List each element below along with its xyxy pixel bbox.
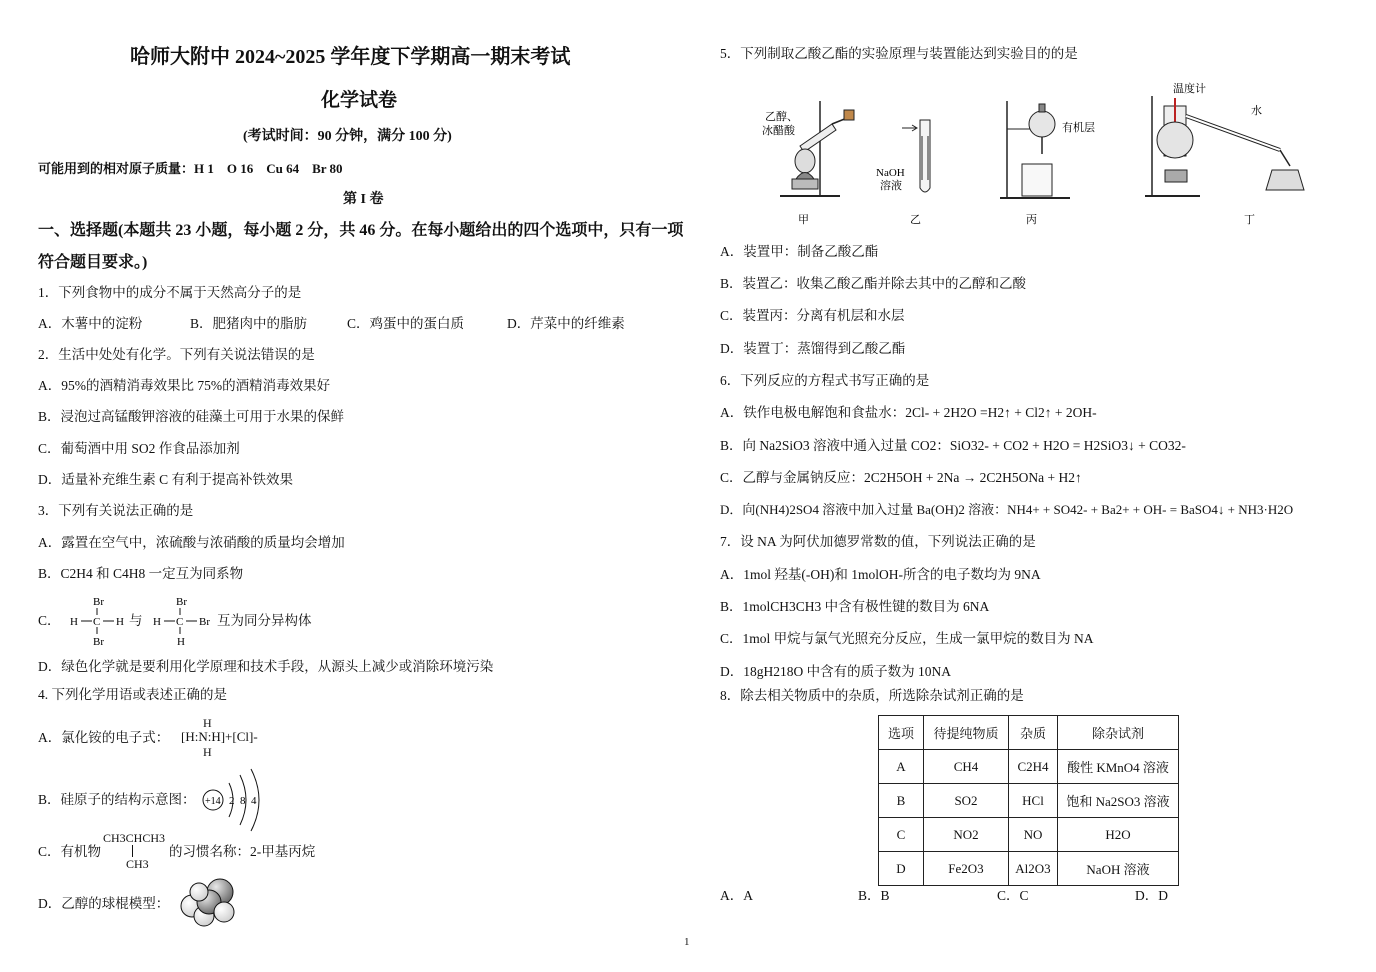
q2-option-a: A．95%的酒精消毒效果比 75%的酒精消毒效果好 (38, 378, 331, 393)
q4-struct-bottom: CH3 (126, 857, 149, 871)
exam-info: (考试时间：90 分钟，满分 100 分) (243, 129, 452, 144)
q6-stem: 6．下列反应的方程式书写正确的是 (720, 373, 930, 388)
table-cell: CH4 (924, 750, 1009, 784)
table-header: 选项 (879, 716, 924, 750)
q1-stem: 1．下列食物中的成分不属于天然高分子的是 (38, 285, 302, 300)
q1-option-b: B．肥猪肉中的脂肪 (190, 316, 308, 331)
q4-option-b: B．硅原子的结构示意图： (38, 792, 196, 807)
q3-s1-center: C (93, 616, 101, 628)
q1-options (38, 315, 625, 333)
table-row (879, 818, 1179, 852)
q6-option-b: B．向 Na2SiO3 溶液中通入过量 CO2：SiO32- + CO2 + H2O = H2SiO3↓ + CO32- (720, 438, 1186, 453)
table-cell: Al2O3 (1009, 852, 1058, 886)
table-header: 待提纯物质 (924, 716, 1009, 750)
table-cell: H2O (1058, 818, 1179, 852)
q1-option-a: A．木薯中的淀粉 (38, 316, 143, 331)
table-header-row (879, 716, 1179, 750)
q3-option-c-mid: 与 (129, 613, 143, 628)
q4-stem: 4. 下列化学用语或表述正确的是 (38, 687, 227, 702)
q3-s2-center: C (176, 616, 184, 628)
apparatus-bing (1000, 101, 1095, 226)
q4-a-h-top: H (203, 716, 212, 730)
ethanol-ball-stick-model (174, 878, 244, 928)
q7-option-c: C．1mol 甲烷与氯气光照充分反应，生成一氯甲烷的数目为 NA (720, 631, 1094, 646)
q3-s1-right: H (116, 616, 124, 628)
q3-s2-left: H (153, 616, 161, 628)
q8-option-b: B．B (858, 888, 890, 903)
jia-reagent-label-1: 乙醇、 (765, 111, 798, 123)
q5-option-d: D．装置丁：蒸馏得到乙酸乙酯 (720, 341, 906, 356)
q4-option-c-label: C．有机物 (38, 844, 102, 859)
q3-option-a: A．露置在空气中，浓硫酸与浓硝酸的质量均会增加 (38, 535, 345, 550)
q2-option-c: C．葡萄酒中用 SO2 作食品添加剂 (38, 441, 240, 456)
q7-option-d: D．18gH218O 中含有的质子数为 10NA (720, 664, 951, 679)
page-number: 1 (684, 936, 690, 948)
table-cell: B (879, 784, 924, 818)
apparatus-yi (876, 120, 930, 226)
table-cell: Fe2O3 (924, 852, 1009, 886)
q3-s2-top: Br (176, 596, 187, 608)
q7-stem: 7．设 NA 为阿伏加德罗常数的值，下列说法正确的是 (720, 534, 1036, 549)
exam-subtitle: 化学试卷 (321, 90, 398, 111)
si-shell-1: 2 (229, 795, 235, 807)
bing-layer-label: 有机层 (1062, 122, 1095, 134)
atomic-masses: 可能用到的相对原子质量：H 1 O 16 Cu 64 Br 80 (38, 161, 343, 176)
caption-ding: 丁 (1244, 214, 1255, 226)
table-cell: D (879, 852, 924, 886)
caption-jia: 甲 (798, 214, 809, 226)
table-cell: A (879, 750, 924, 784)
part-title: 第 I 卷 (343, 192, 384, 207)
table-header: 除杂试剂 (1058, 716, 1179, 750)
table-cell: HCl (1009, 784, 1058, 818)
q3-s1-top: Br (93, 596, 104, 608)
q3-option-b: B．C2H4 和 C4H8 一定互为同系物 (38, 566, 244, 581)
q2-stem: 2．生活中处处有化学。下列有关说法错误的是 (38, 347, 315, 362)
section-title-line1: 一、选择题(本题共 23 小题，每小题 2 分，共 46 分。在每小题给出的四个选项中，只有一项 (38, 222, 684, 239)
q3-s1-left: H (70, 616, 78, 628)
exam-title: 哈师大附中 2024~2025 学年度下学期高一期末考试 (130, 46, 571, 68)
q8-options (720, 887, 1168, 905)
q4-option-a: A．氯化铵的电子式： (38, 730, 170, 745)
section-title-line2: 符合题目要求。) (38, 254, 148, 271)
table-header: 杂质 (1009, 716, 1058, 750)
q1-option-c: C．鸡蛋中的蛋白质 (347, 316, 465, 331)
q3-option-c-tail: 互为同分异构体 (217, 613, 312, 628)
q3-structure-1 (66, 592, 136, 650)
table-cell: NaOH 溶液 (1058, 852, 1179, 886)
apparatus-jia (762, 101, 854, 226)
q7-option-a: A．1mol 羟基(-OH)和 1molOH-所含的电子数均为 9NA (720, 567, 1041, 582)
q4-a-formula: [H:N:H]+[Cl]- (181, 729, 258, 744)
q4-a-h-bottom: H (203, 745, 212, 759)
q2-option-d: D．适量补充维生素 C 有利于提高补铁效果 (38, 472, 294, 487)
table-cell: SO2 (924, 784, 1009, 818)
table-row (879, 750, 1179, 784)
q3-stem: 3．下列有关说法正确的是 (38, 503, 194, 518)
q5-option-c: C．装置丙：分离有机层和水层 (720, 308, 905, 323)
q4-option-c-tail: 的习惯名称：2-甲基丙烷 (169, 844, 316, 859)
q5-apparatus-figure (760, 76, 1320, 228)
table-cell: C2H4 (1009, 750, 1058, 784)
q4-option-d: D．乙醇的球棍模型： (38, 896, 170, 911)
q5-option-b: B．装置乙：收集乙酸乙酯并除去其中的乙醇和乙酸 (720, 276, 1027, 291)
table-cell: 饱和 Na2SO3 溶液 (1058, 784, 1179, 818)
q4-struct-top: CH3CHCH3 (103, 831, 166, 845)
q3-s1-bottom: Br (93, 636, 104, 648)
apparatus-ding (1145, 81, 1304, 226)
q3-s2-bottom: H (177, 636, 185, 648)
table-row (879, 784, 1179, 818)
q6-option-c: C．乙醇与金属钠反应：2C2H5OH + 2Na → 2C2H5ONa + H2↑ (720, 470, 1082, 485)
caption-yi: 乙 (910, 214, 921, 226)
q2-option-b: B．浸泡过高锰酸钾溶液的硅藻土可用于水果的保鲜 (38, 409, 345, 424)
q6-option-a: A．铁作电极电解饱和食盐水：2Cl- + 2H2O =H2↑ + Cl2↑ + 2OH- (720, 405, 1097, 420)
q7-option-b: B．1molCH3CH3 中含有极性键的数目为 6NA (720, 599, 990, 614)
q5-option-a: A．装置甲：制备乙酸乙酯 (720, 244, 879, 259)
q3-s2-right: Br (199, 616, 210, 628)
table-cell: NO (1009, 818, 1058, 852)
caption-bing: 丙 (1026, 214, 1037, 226)
jia-reagent-label-2: 冰醋酸 (762, 125, 795, 137)
q3-structure-2 (150, 592, 220, 650)
q5-stem: 5．下列制取乙酸乙酯的实验原理与装置能达到实验目的的是 (720, 46, 1078, 61)
q6-option-d: D．向(NH4)2SO4 溶液中加入过量 Ba(OH)2 溶液：NH4+ + SO42- + Ba2+ + OH- = BaSO4↓ + NH3·H2O (720, 502, 1294, 517)
ding-water-label: 水 (1251, 105, 1262, 117)
yi-reagent-label-1: NaOH (876, 167, 905, 179)
q8-stem: 8．除去相关物质中的杂质，所选除杂试剂正确的是 (720, 688, 1024, 703)
q8-option-c: C．C (997, 888, 1029, 903)
ding-thermometer-label: 温度计 (1173, 83, 1206, 95)
yi-reagent-label-2: 溶液 (880, 180, 902, 192)
table-cell: 酸性 KMnO4 溶液 (1058, 750, 1179, 784)
q8-option-d: D．D (1135, 888, 1168, 903)
q8-table (878, 715, 1179, 886)
q8-option-a: A．A (720, 888, 753, 903)
table-cell: NO2 (924, 818, 1009, 852)
si-shell-3: 4 (251, 795, 257, 807)
q3-option-d: D．绿色化学就是要利用化学原理和技术手段，从源头上减少或消除环境污染 (38, 659, 494, 674)
q3-option-c-label: C． (38, 613, 61, 628)
table-row (879, 852, 1179, 886)
si-nucleus: +14 (205, 796, 221, 807)
q1-option-d: D．芹菜中的纤维素 (507, 316, 625, 331)
si-shell-2: 8 (240, 795, 246, 807)
silicon-atom-diagram (198, 765, 264, 833)
table-cell: C (879, 818, 924, 852)
